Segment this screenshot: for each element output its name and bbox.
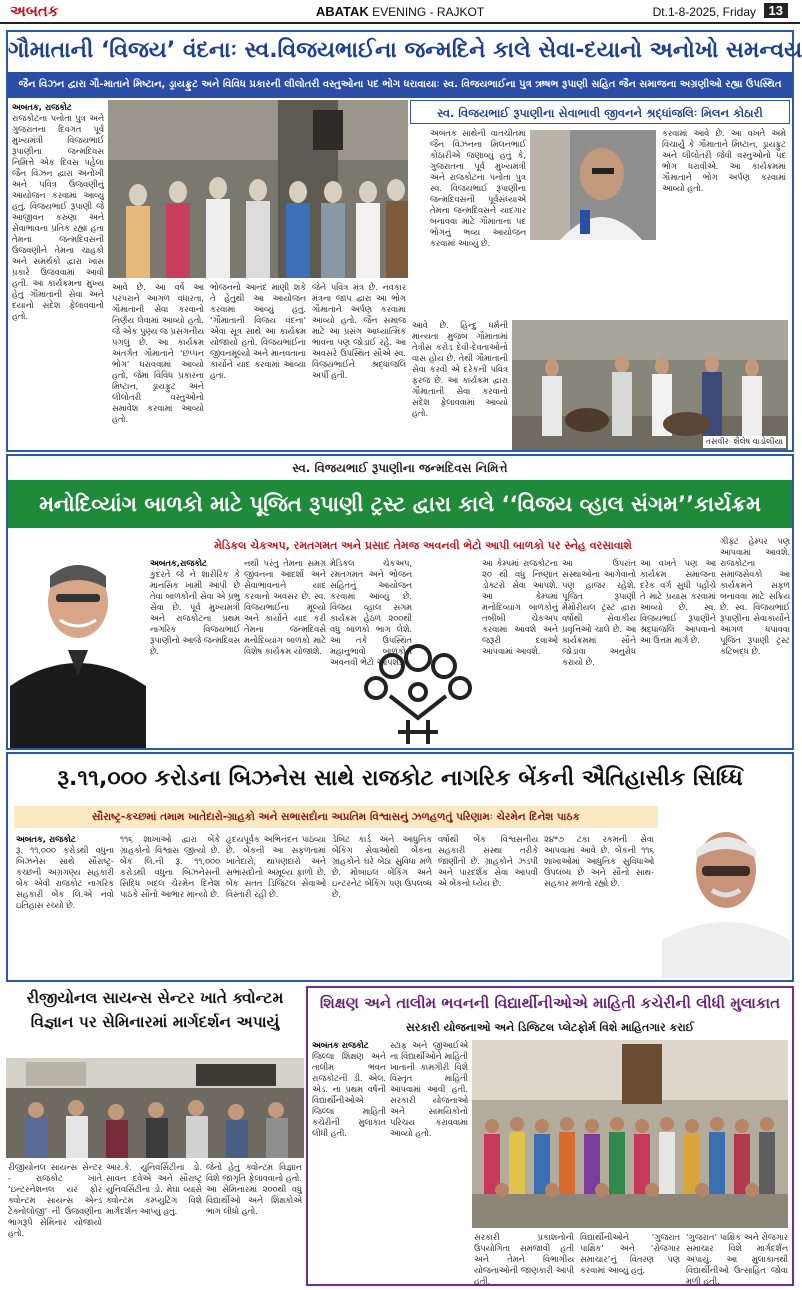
article-gaumata-col3 bbox=[210, 282, 306, 450]
event-photo-image bbox=[108, 100, 408, 278]
article-vijay-vhal-headline: મનોદિવ્યાંગ બાળકો માટે પૂજિત રૂપાણી ટ્રસ્ટ દ્વારા કાલે ‘‘વિજય વ્હાલ સંગમ’’કાર્યક્રમ bbox=[8, 480, 792, 528]
article-info-office-col4 bbox=[580, 1232, 680, 1284]
article-gaumata-col1-text: રાજકોટના પનોતા પુત્ર અને ગુજરાતના દિવંગત પૂર્વ મુખ્યમંત્રી વિજયભાઈ રૂપાણીના જન્મદિવસ નિમિત્તે એક દિવસ પહેલા જૈન વિઝન દ્વારા અનોખી અને પવિત્ર ઉજવણીનું આયોજન કરવામાં આવ્યું હતું. વિજયભાઈ રૂપાણી જે આજીવન કરુણા અને સેવાભાવના પ્રતિક રહ્યા હતા તેમના જન્મદિવસની ઉજવણીને તેમના ચાહકો અને સમર્થકો દ્વારા ખાસ પ્રકારે ઉજવવામાં આવી હતી. આ કાર્યક્રમના મુખ્ય હેતુ ગૌમાતાની સેવા અને દયાનો સંદેશ ફેલાવવાનો હતો. bbox=[12, 113, 104, 321]
article-gaumata-headline: ગૌમાતાની ‘વિજય’ વંદનાઃ સ્વ.વિજયભાઈના જન્મદિને કાલે સેવા-દયાનો અનોખો સમન્વય bbox=[8, 38, 802, 63]
article-vijay-vhal-col3-text: મેડિકલ ચેકઅપ, રમતગમત અને ભોજન સહિતનું આયોજન કરવામાં આવ્યું છે. વિજય વ્હાલ સંગમ કાર્યક્રમ હેઠળ ૨૦૦થી વધુ બાળકો ભાગ લેશે. આ તકે ઉપસ્થિત મહાનુભાવો બાળકોને અવનવી ભેટો આપશે. bbox=[330, 558, 412, 667]
article-gaumata-col4 bbox=[312, 282, 406, 450]
article-info-office-col5-text: ‘ગુજરાત’ પાક્ષિક અને રોજગાર સમાચાર વિશે માર્ગદર્શન અપાયું. આ મુલાકાતથી વિદ્યાર્થીનીઓ ઉત્સાહિત જોવા મળી હતી. bbox=[686, 1232, 788, 1286]
tribute-col3-text: આવે છે. હિન્દુ ધર્મની માન્યતા મુજબ ગૌમાતામાં તેત્રીસ કરોડ દેવી-દેવતાઓનો વાસ હોય છે. તેથી ગૌમાતાની સેવા કરવી એ દરેકની પવિત્ર ફરજ છે. આ કાર્યક્રમ દ્વારા ગૌમાતાની સેવા કરવાનો સંદેશ ફેલાવવામાં આવ્યો હતો. bbox=[412, 320, 508, 418]
article-nagarik-bank-col2 bbox=[120, 834, 220, 980]
article-info-office-subhead: સરકારી યોજનાઓ અને ડિજિટલ પ્લેટફોર્મ વિશે માહિતગાર કરાઈ bbox=[405, 1021, 695, 1034]
article-info-office-photo bbox=[472, 1040, 788, 1228]
child-joy-icon bbox=[358, 636, 478, 748]
article-science-center-col3-text: જેનો હેતુ ક્વોન્ટમ વિજ્ઞાન વિશે જાગૃતિ ફેલાવવાનો હતો. આ સેમિનારમાં ૨૦૦થી વધુ વિદ્યાર્થીઓ અને શિક્ષકોએ ભાગ લીધો હતો. bbox=[206, 1162, 303, 1216]
article-nagarik-bank bbox=[6, 752, 794, 982]
article-science-center-col1 bbox=[8, 1162, 102, 1282]
article-nagarik-bank-col4-text: ડેબિટ કાર્ડ અને આધુનિક બેંકિંગ સેવાઓથી બેંકના ગ્રાહકોને ઘરે બેઠા સુવિધા મળે છે. મોબાઇલ બેંકિંગ અને ઇન્ટરનેટ બેંકિંગ પણ ઉપલબ્ધ છે. bbox=[332, 834, 432, 899]
article-vijay-vhal-col2 bbox=[244, 558, 326, 748]
article-nagarik-bank-subhead: સૌરાષ્ટ્ર-કચ્છમાં તમામ ખાતેદારો-ગ્રાહકો અને સભાસદોના અપ્રતિમ વિશ્વાસનું ઝળહળતું પરિણામઃ ચેરમેન દિનેશ પાઠક bbox=[14, 806, 658, 828]
masthead bbox=[0, 0, 800, 24]
article-vijay-vhal bbox=[6, 454, 794, 750]
article-info-office-col1 bbox=[312, 1040, 386, 1284]
tribute-title: સ્વ. વિજયભાઈ રૂપાણીના સેવાભાવી જીવનને શ્રદ્ધાંજલિઃ મિલન કોઠારી bbox=[410, 100, 790, 124]
article-vijay-vhal-col1-text: કુદરતે જે ને શારીરિક કે માનસિક ખામી આપી છે તેવા બાળકોની સેવા એ પ્રભુ સેવા છે. પૂર્વ મુખ્યમંત્રી અને રાજકોટના પ્રથમ નાગરિક વિજયભાઈ રૂપાણીનો આજે જન્મદિવસ છે. bbox=[150, 569, 240, 656]
article-gaumata bbox=[6, 30, 802, 452]
tribute-col2-text: કરવામાં આવે છે. આ વખતે અમે વિચાર્યું કે ગૌમાતાને મિષ્ટાન, ડ્રાયફ્રુટ અને લીલોતરી જેવી વસ્તુઓનો પદ ભોગ ધરાવીએ. આ કાર્યક્રમમાં ગૌમાતાને ભોગ અર્પણ કરવામાં આવ્યો હતો. bbox=[662, 128, 786, 193]
seminar-photo-image bbox=[6, 1058, 304, 1158]
tribute-portrait bbox=[530, 130, 656, 240]
article-vijay-vhal-dateline: અબતક,રાજકોટ bbox=[150, 558, 207, 568]
article-info-office-visit bbox=[306, 986, 794, 1286]
article-vijay-vhal-col7 bbox=[720, 536, 790, 748]
article-nagarik-bank-col2-text: ૧૧૬ શાખાઓ દ્વારા બેંકે ગ્રાહકોનો વિશ્વાસ જીત્યો છે. બેંક લિ.ની રૂ. ૧૧,૦૦૦ કરોડથી વધુના બિઝનેસની સિદ્ધિ બદલ ચેરમેન દિનેશ પાઠકે સૌનો આભાર માન્યો છે. bbox=[120, 834, 220, 899]
article-vijay-vhal-col4 bbox=[482, 558, 558, 748]
tribute-photo-credit: તસવીરઃ શૈલેષ વાડોલીયા bbox=[703, 436, 786, 448]
article-nagarik-bank-col3 bbox=[226, 834, 326, 980]
article-info-office-col2-text: સ્ટાફ અને જીઆઈએ ના વિદ્યાર્થીઓને માહિતી ખાતાની કામગીરી વિશે વિસ્તૃત માહિતી આપવામાં આવી હતી. સરકારી યોજનાઓ અને સામયિકોનો પરિચય કરાવવામાં આવ્યો હતો. bbox=[390, 1040, 468, 1138]
article-gaumata-col3-text: ભોજનનો આનંદ માણી શકે તે હેતુથી આ આયોજન કરવામાં આવ્યું હતું. ‘ગૌમાતાની વિજય વંદના’ એવા સૂત્ર સાથે આ કાર્યક્રમ યોજાયો હતો. વિજયભાઈના જીવનમૂલ્યો અને માનવતાના કાર્યોને યાદ કરવામાં આવ્યા હતા. bbox=[210, 282, 306, 380]
article-nagarik-bank-dateline: અબતક, રાજકોટ bbox=[16, 834, 76, 844]
article-vijay-vhal-col1 bbox=[150, 558, 240, 748]
article-nagarik-bank-col5-text: વર્ષોથી બેંક વિશ્વસનીય સહકારી સંસ્થા તરીકે જાણીતી છે. ગ્રાહકોને ઝડપી અને પારદર્શક સેવા આપવી એ બેંકનો ધ્યેય છે. bbox=[438, 834, 538, 888]
article-nagarik-bank-col1 bbox=[16, 834, 114, 980]
tribute-col1-text: અબતક સાથેની વાતચીતમાં જૈન વિઝનના મિલનભાઈ કોઠારીએ જણાવ્યું હતું કે, ગુજરાતના પૂર્વ મુખ્યમંત્રી અને રાજકોટના પનોતા પુત્ર સ્વ. વિજયભાઈ રૂપાણીના જન્મદિવસની પૂર્વસંધ્યાએ તેમના જન્મદિવસને યાદગાર બનાવવા માટે ગૌમાતાના પદ ભોગનું ભવ્ય આયોજન કરવામાં આવ્યું છે. bbox=[430, 128, 526, 248]
article-vijay-vhal-col5 bbox=[562, 558, 636, 748]
article-info-office-col1-text: જિલ્લા શિક્ષણ અને તાલીમ ભવન રાજકોટની ડી. એલ. એડ. ના પ્રથમ વર્ષની વિદ્યાર્થીનીઓએ જિલ્લા માહિતી કચેરીની મુલાકાત લીધી હતી. bbox=[312, 1051, 386, 1138]
article-gaumata-col2 bbox=[112, 282, 204, 450]
article-science-center-photo bbox=[6, 1058, 304, 1158]
page-number: 13 bbox=[764, 3, 788, 18]
tribute-col1 bbox=[430, 128, 526, 318]
article-gaumata-col4-text: જેને પવિત્ર મંત્ર છે. નવકાર મંત્રના જાપ દ્વારા આ ભોગ ગૌમાતાને અર્પણ કરવામાં આવ્યો હતો. જૈન સમાજ માટે આ પ્રસંગ આધ્યાત્મિક ભાવના પણ જોડાઈ રહે. આ અવસરે ઉપસ્થિત સૌએ સ્વ. વિજયભાઈને શ્રદ્ધાંજલિ અર્પી હતી. bbox=[312, 282, 406, 380]
article-info-office-col5 bbox=[686, 1232, 788, 1284]
article-vijay-vhal-col2-text: નથી પરંતુ તેમના સમગ્ર જીવનના આદર્શો અને સેવાભાવનાને યાદ કરવાનો અવસર છે. સ્વ. વિજયભાઈના મૂલ્યો અને કાર્યોને યાદ કરી તેમના જન્મદિવસે મનોદિવ્યાંગ બાળકો માટે વિશેષ કાર્યક્રમ યોજાશે. bbox=[244, 558, 326, 656]
article-vijay-vhal-col4-text: આ કેમ્પમાં રાજકોટના ૨૦ થી વધુ નિષ્ણાંત ડોક્ટરો સેવા આપશે. આ કેમ્પમાં મનોદિવ્યાંગ બાળકોનું તબીબી ચેકઅપ કરવામાં આવશે અને જરૂરી દવાઓ આપવામાં આવશે. bbox=[482, 558, 558, 656]
article-nagarik-bank-col5 bbox=[438, 834, 538, 980]
article-science-center bbox=[6, 986, 304, 1286]
article-vijay-vhal-col7-text: ગીફ્ટ હેમ્પર પણ આપવામાં આવશે. રાજકોટના સમાજસેવકો આ કાર્યક્રમને સફળ બનાવવા માટે સક્રિય છે. સ્વ. વિજયભાઈ રૂપાણીના સેવાકાર્યોને આગળ ધપાવવા પૂજિત રૂપાણી ટ્રસ્ટ કટિબદ્ધ છે. bbox=[720, 536, 790, 656]
article-gaumata-col2-text: આવે છે. આ વર્ષે આ પરંપરાને આગળ વધારતા, ગૌમાતાની સેવા કરવાનો નિર્ણય લેવામાં આવ્યો હતો. જે એક પુણ્ય જ પ્રસંગનીય પગલું છે. આ કાર્યક્રમ અંતર્ગત ગૌમાતાને ‘છપ્પન ભોગ’ ધરાવવામાં આવ્યો હતો, જેમાં વિવિધ પ્રકારના મિષ્ટાન, ડ્રાયફ્રુટ અને લીલોતરી વસ્તુઓનો સમાવેશ કરવામાં આવ્યો હતો. bbox=[112, 282, 204, 424]
rupani-portrait-image bbox=[10, 536, 146, 748]
article-gaumata-photo-event bbox=[108, 100, 408, 278]
tribute-col3 bbox=[412, 320, 508, 448]
chairman-portrait-image bbox=[662, 808, 790, 978]
cows-photo-image bbox=[512, 320, 788, 450]
article-info-office-dateline: અબતક રાજકોટ bbox=[312, 1040, 369, 1050]
issue-date: Dt.1-8-2025, Friday bbox=[652, 5, 756, 19]
article-info-office-col3 bbox=[474, 1232, 574, 1284]
article-nagarik-bank-col1-text: રૂ. ૧૧,૦૦૦ કરોડથી વધુના બિઝનેસ સાથે સૌરાષ્ટ્ર-કચ્છની અગ્રગણ્ય સહકારી બેંક એવી રાજકોટ નાગરિક સહકારી બેંક લિ.એ નવો ઇતિહાસ રચ્યો છે. bbox=[16, 845, 114, 910]
article-info-office-headline: શિક્ષણ અને તાલીમ ભવનની વિદ્યાર્થીનીઓએ માહિતી કચેરીની લીધી મુલાકાત bbox=[319, 994, 781, 1012]
edition-name: EVENING - RAJKOT bbox=[372, 5, 485, 19]
article-vijay-vhal-col3 bbox=[330, 558, 412, 667]
article-nagarik-bank-col3-text: હૃદયપૂર્વક અભિનંદન પાઠવ્યા છે. બેંકની આ સફળતામાં ખાતેદારો, થાપણદારો અને સભાસદોનો અમૂલ્ય ફાળો છે. બેંક સતત ડિજિટલ સેવાઓ વિસ્તારી રહી છે. bbox=[226, 834, 326, 899]
article-info-office-col4-text: વિદ્યાર્થીનીઓને ‘ગુજરાત પાક્ષિક’ અને ‘રોજગાર સમાચાર’નું વિતરણ પણ કરવામાં આવ્યું હતું. bbox=[580, 1232, 680, 1275]
article-gaumata-col1 bbox=[12, 102, 104, 450]
article-science-center-headline bbox=[6, 986, 304, 1058]
article-nagarik-bank-headline: રૂ.૧૧,૦૦૦ કરોડના બિઝનેસ સાથે રાજકોટ નાગરિક બેંકની ઐતિહાસીક સિધ્ધિ bbox=[57, 766, 743, 791]
article-info-office-col3-text: સરકારી પ્રકાશનોની ઉપયોગિતા સમજાવી હતી અને તેમને વિભાગીય યોજનાઓની જાણકારી આપી હતી. bbox=[474, 1232, 574, 1286]
paper-name: ABATAK bbox=[315, 4, 369, 19]
article-vijay-vhal-portrait bbox=[10, 536, 146, 748]
tribute-col2 bbox=[662, 128, 786, 318]
article-vijay-vhal-kicker: સ્વ. વિજયભાઈ રૂપાણીના જન્મદિવસ નિમિત્તે bbox=[292, 461, 508, 475]
article-vijay-vhal-subhead: મેડિકલ ચેકઅપ, રમતગમત અને પ્રસાદ તેમજ અવનવી ભેટો આપી બાળકો પર સ્નેહ વરસાવાશે bbox=[214, 539, 632, 552]
article-science-center-col2-text: આર.કે. યુનિવર્સિટીના ડો. સાવન દવેએ અને સૌરાષ્ટ્ર યુનિવર્સિટીના ડો. મેઘા વ્યાસે ક્વોન્ટમ કમ્પ્યુટિંગ વિશે માર્ગદર્શન આપ્યું હતું. bbox=[106, 1162, 202, 1216]
article-nagarik-bank-col6-text: ૨૪*૭ ટકા રકમની સેવા આપવામાં આવે છે. બેંકની ૧૧૬ શાખાઓમાં આધુનિક સુવિધાઓ ઉપલબ્ધ છે અને સૌનો સાથ-સહકાર મળતો રહ્યો છે. bbox=[544, 834, 654, 888]
article-vijay-vhal-col5-text: આ ઉપરાંત સંસ્થાઓના આગેવાનો પણ હાજર રહેશે. પૂજિત રૂપાણી મેમોરીયલ ટ્રસ્ટ દ્વારા વર્ષોથી સેવાકીય પ્રવૃત્તિઓ ચાલે છે. આ કાર્યક્રમમાં સૌને જોડાવા અનુરોધ કરાયો છે. bbox=[562, 558, 636, 667]
article-science-center-col1-text: રીજીયોનલ સાયન્સ સેન્ટર - રાજકોટ ખાતે ‘ઇન્ટરનેશનલ યર ફોર ક્વોન્ટમ સાયન્સ એન્ડ ટેક્નોલોજી’ ની ઉજવણીના ભાગરૂપે સેમિનાર યોજાયો હતો. bbox=[8, 1162, 102, 1238]
article-nagarik-bank-portrait bbox=[662, 808, 790, 978]
portrait-image bbox=[530, 130, 656, 240]
article-info-office-col2 bbox=[390, 1040, 468, 1284]
tribute-photo-cows bbox=[512, 320, 788, 450]
article-nagarik-bank-col6 bbox=[544, 834, 654, 980]
masthead-logo: અબતક bbox=[10, 2, 59, 20]
article-science-center-headline-text: રીજીયોનલ સાયન્સ સેન્ટર ખાતે ક્વોન્ટમ વિજ્ઞાન પર સેમિનારમાં માર્ગદર્શન અપાયું bbox=[26, 989, 284, 1031]
students-photo-image bbox=[472, 1040, 788, 1228]
tribute-box bbox=[410, 100, 790, 450]
article-science-center-col3 bbox=[206, 1162, 302, 1282]
article-gaumata-dateline: અબતક, રાજકોટ bbox=[12, 102, 72, 112]
article-vijay-vhal-col6 bbox=[640, 558, 716, 748]
children-illustration bbox=[358, 636, 478, 748]
article-nagarik-bank-col4 bbox=[332, 834, 432, 980]
article-gaumata-subhead: જૈન વિઝન દ્વારા ગૌ-માતાને મિષ્ટાન, ડ્રાયફ્રુટ અને વિવિધ પ્રકારની લીલોતરી વસ્તુઓના પદ ભોગ ધરાવાયાઃ સ્વ. વિજયભાઈના પુત્ર ઋષભ રૂપાણી સહિત જૈન સમાજના અગ્રણીઓ રહ્યા ઉપસ્થિત bbox=[8, 72, 792, 98]
article-vijay-vhal-col6-text: આ વખતે પણ આ કાર્યક્રમ સમાજના દરેક વર્ગ સુધી પહોંચે તે માટે પ્રયાસ કરવામાં આવ્યો છે. સ્વ. વિજયભાઈ રૂપાણીને શ્રદ્ધાંજલિ આપવાનો આ ઉત્તમ માર્ગ છે. bbox=[640, 558, 716, 645]
article-science-center-col2 bbox=[106, 1162, 202, 1282]
